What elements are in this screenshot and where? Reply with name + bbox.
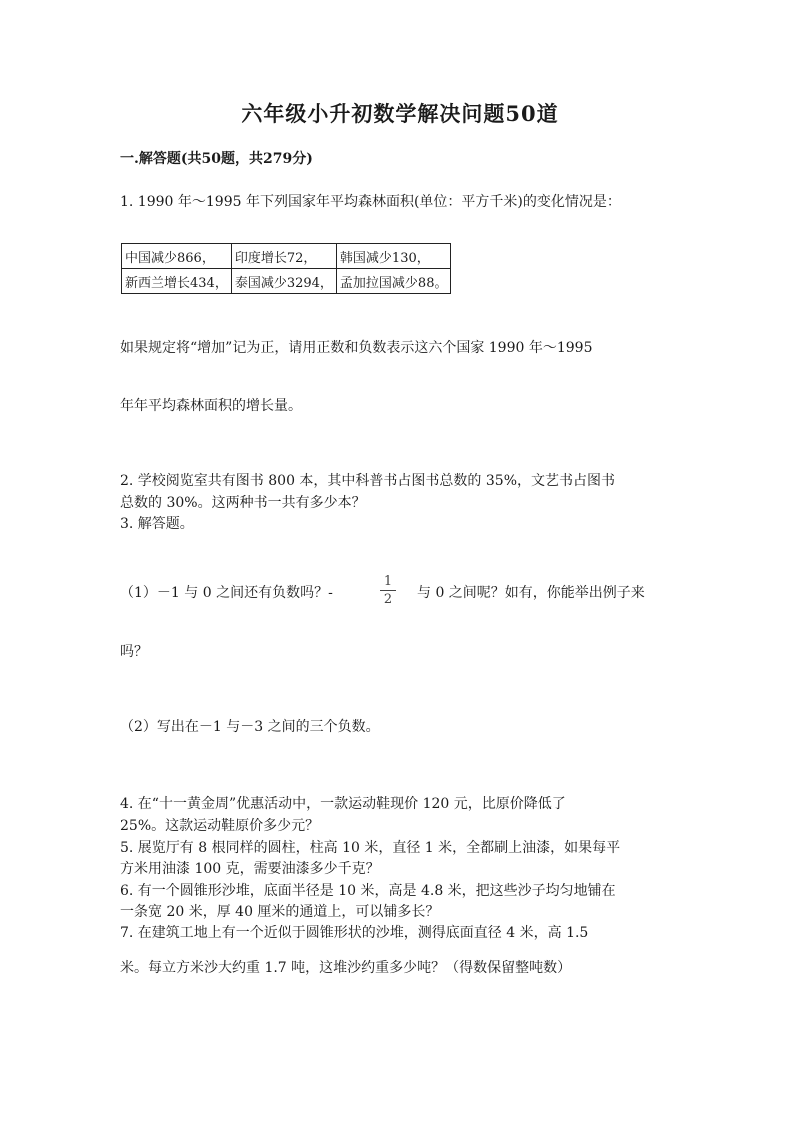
section-heading: 一.解答题(共50题，共279分) <box>120 151 313 167</box>
q3-part1-after: 与 0 之间呢？如有，你能举出例子来 <box>417 585 645 601</box>
table-cell: 新西兰增长434， <box>122 269 232 294</box>
q3-part2: （2）写出在－1 与－3 之间的三个负数。 <box>120 719 380 735</box>
q1-text: 1. 1990 年～1995 年下列国家年平均森林面积(单位：平方千米)的变化情况是： <box>120 194 621 210</box>
page-title: 六年级小升初数学解决问题50道 <box>241 101 559 126</box>
q2-line2: 总数的 30%。这两种书一共有多少本？ <box>120 495 366 511</box>
q1-line1: 如果规定将“增加”记为正，请用正数和负数表示这六个国家 1990 年～1995 <box>120 340 593 356</box>
fraction-one-half <box>380 574 396 607</box>
q1-line2: 年年平均森林面积的增长量。 <box>120 398 302 414</box>
table-cell: 印度增长72， <box>231 244 336 269</box>
q3-part1-before: （1）－1 与 0 之间还有负数吗？- <box>120 585 333 601</box>
q7-line2: 米。每立方米沙大约重 1.7 吨，这堆沙约重多少吨？（得数保留整吨数） <box>120 960 572 976</box>
table-cell: 泰国减少3294， <box>231 269 336 294</box>
q5-line1: 5. 展览厅有 8 根同样的圆柱，柱高 10 米，直径 1 米，全都刷上油漆，如果每平 <box>120 840 621 856</box>
fraction-numerator: 1 <box>383 574 393 589</box>
table-row <box>122 269 451 294</box>
q4-line1: 4. 在“十一黄金周”优惠活动中，一款运动鞋现价 120 元，比原价降低了 <box>120 796 566 812</box>
forest-change-table <box>121 243 451 294</box>
table-cell: 孟加拉国减少88。 <box>336 269 451 294</box>
table-cell: 中国减少866， <box>122 244 232 269</box>
table-row <box>122 244 451 269</box>
q2-line1: 2. 学校阅览室共有图书 800 本，其中科普书占图书总数的 35%，文艺书占图书 <box>120 473 615 489</box>
q7-line1: 7. 在建筑工地上有一个近似于圆锥形状的沙堆，测得底面直径 4 米，高 1.5 <box>120 925 589 941</box>
q6-line1: 6. 有一个圆锥形沙堆，底面半径是 10 米，高是 4.8 米，把这些沙子均匀地铺在 <box>120 883 616 899</box>
fraction-bar <box>380 590 396 591</box>
fraction-denominator: 2 <box>383 592 393 607</box>
q5-line2: 方米用油漆 100 克，需要油漆多少千克？ <box>120 861 380 877</box>
q6-line2: 一条宽 20 米，厚 40 厘米的通道上，可以铺多长？ <box>120 904 440 920</box>
q3-part1-end: 吗？ <box>120 644 148 660</box>
q3-title: 3. 解答题。 <box>120 516 194 532</box>
q4-line2: 25%。这款运动鞋原价多少元？ <box>120 818 320 834</box>
table-cell: 韩国减少130， <box>336 244 451 269</box>
